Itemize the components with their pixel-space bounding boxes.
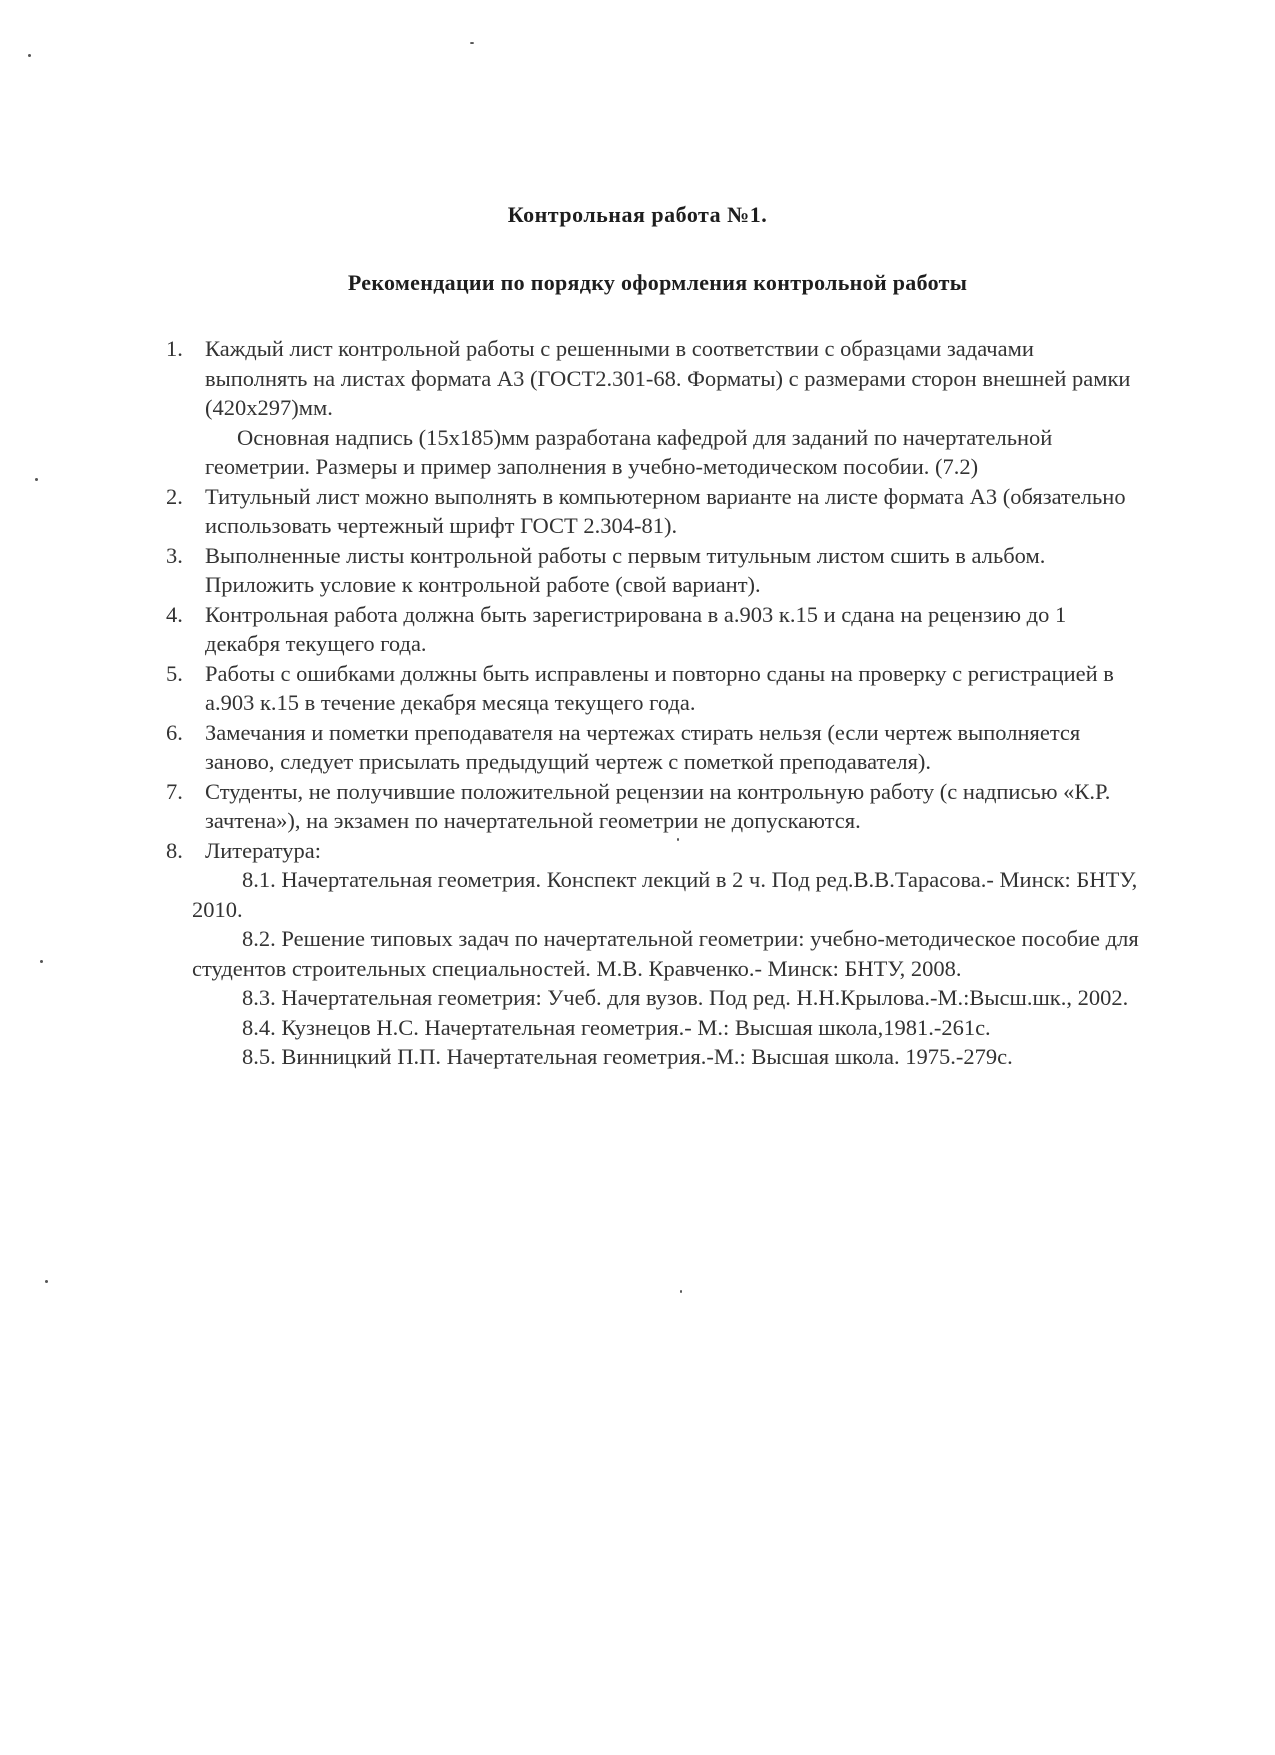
- list-item: [160, 482, 1140, 541]
- item-number: 1.: [166, 336, 183, 361]
- list-item: [160, 718, 1140, 777]
- item-number: 7.: [166, 778, 183, 804]
- item-text: Студенты, не получившие положительной рецензии на контрольную работу (с надписью «К.Р. зачтена»), на экзамен по начертательной геометрии не допускаются.: [205, 778, 1111, 833]
- literature-entry: [192, 924, 1140, 983]
- literature-text: Начертательная геометрия. Конспект лекций в 2 ч. Под ред.В.В.Тарасова.- Минск: БНТУ, 2010.: [192, 867, 1138, 922]
- list-item: [160, 600, 1140, 659]
- list-item: [160, 659, 1140, 718]
- literature-text: Решение типовых задач по начертательной геометрии: учебно-методическое пособие для студентов строительных специальностей. М.В. Кравченко.- Минск: БНТУ, 2008.: [192, 926, 1139, 981]
- literature-entry: [192, 983, 1140, 1013]
- literature-text: Начертательная геометрия: Учеб. для вузов. Под ред. Н.Н.Крылова.-М.:Высш.шк., 2002.: [281, 985, 1129, 1010]
- document-subtitle: Рекомендации по порядку оформления контрольной работы: [347, 270, 968, 295]
- list-item: [160, 541, 1140, 600]
- item-number: 8.: [166, 837, 183, 863]
- recommendations-list: [160, 334, 1140, 865]
- item-text: Замечания и пометки преподавателя на чертежах стирать нельзя (если чертеж выполняется заново, следует присылать предыдущий чертеж с пометкой преподавателя).: [205, 719, 1081, 774]
- scan-speck: [45, 1280, 48, 1283]
- literature-number: 8.1.: [242, 867, 276, 892]
- literature-entry: [192, 1013, 1140, 1043]
- literature-text: Кузнецов Н.С. Начертательная геометрия.- М.: Высшая школа,1981.-261с.: [281, 1014, 991, 1040]
- item-text: Контрольная работа должна быть зарегистрирована в а.903 к.15 и сдана на рецензию до 1 декабря текущего года.: [205, 601, 1067, 656]
- item-number: 3.: [166, 542, 183, 568]
- scan-speck: [40, 960, 43, 963]
- item-number: 4.: [166, 601, 183, 627]
- document-title: Контрольная работа №1.: [507, 202, 768, 227]
- list-item: [160, 334, 1140, 482]
- item-text: Каждый лист контрольной работы с решенными в соответствии с образцами задачами выполнять на листах формата А3 (ГОСТ2.301-68. Форматы) с размерами сторон внешней рамки (420х297)мм.: [205, 336, 1131, 420]
- item-extra-paragraph: Основная надпись (15х185)мм разработана кафедрой для заданий по начертательной геометрии. Размеры и пример заполнения в учебно-методическом пособии. (7.2): [205, 424, 1053, 479]
- item-text: Литература:: [205, 837, 322, 863]
- literature-list: [160, 865, 1140, 1072]
- item-number: 5.: [166, 660, 183, 686]
- item-text: Титульный лист можно выполнять в компьютерном варианте на листе формата А3 (обязательно использовать чертежный шрифт ГОСТ 2.304-81).: [205, 483, 1126, 538]
- scan-speck: [470, 42, 474, 44]
- list-item: [160, 836, 1140, 866]
- item-number: 6.: [166, 719, 183, 745]
- item-number: 2.: [166, 483, 183, 509]
- scan-speck: [28, 54, 31, 57]
- literature-text: Винницкий П.П. Начертательная геометрия.-М.: Высшая школа. 1975.-279с.: [281, 1044, 1013, 1069]
- literature-number: 8.2.: [242, 926, 276, 951]
- scan-speck: [35, 478, 38, 481]
- literature-number: 8.3.: [242, 985, 276, 1010]
- literature-entry: [192, 1042, 1140, 1072]
- literature-entry: [192, 865, 1140, 924]
- literature-number: 8.4.: [242, 1014, 276, 1040]
- list-item: [160, 777, 1140, 836]
- item-text: Работы с ошибками должны быть исправлены и повторно сданы на проверку с регистрацией в а.903 к.15 в течение декабря месяца текущего года.: [205, 660, 1114, 715]
- document-body: [160, 334, 1140, 1072]
- literature-number: 8.5.: [242, 1044, 276, 1069]
- item-text: Выполненные листы контрольной работы с первым титульным листом сшить в альбом. Приложить условие к контрольной работе (свой вариант).: [205, 542, 1046, 597]
- scan-speck: [680, 1290, 682, 1293]
